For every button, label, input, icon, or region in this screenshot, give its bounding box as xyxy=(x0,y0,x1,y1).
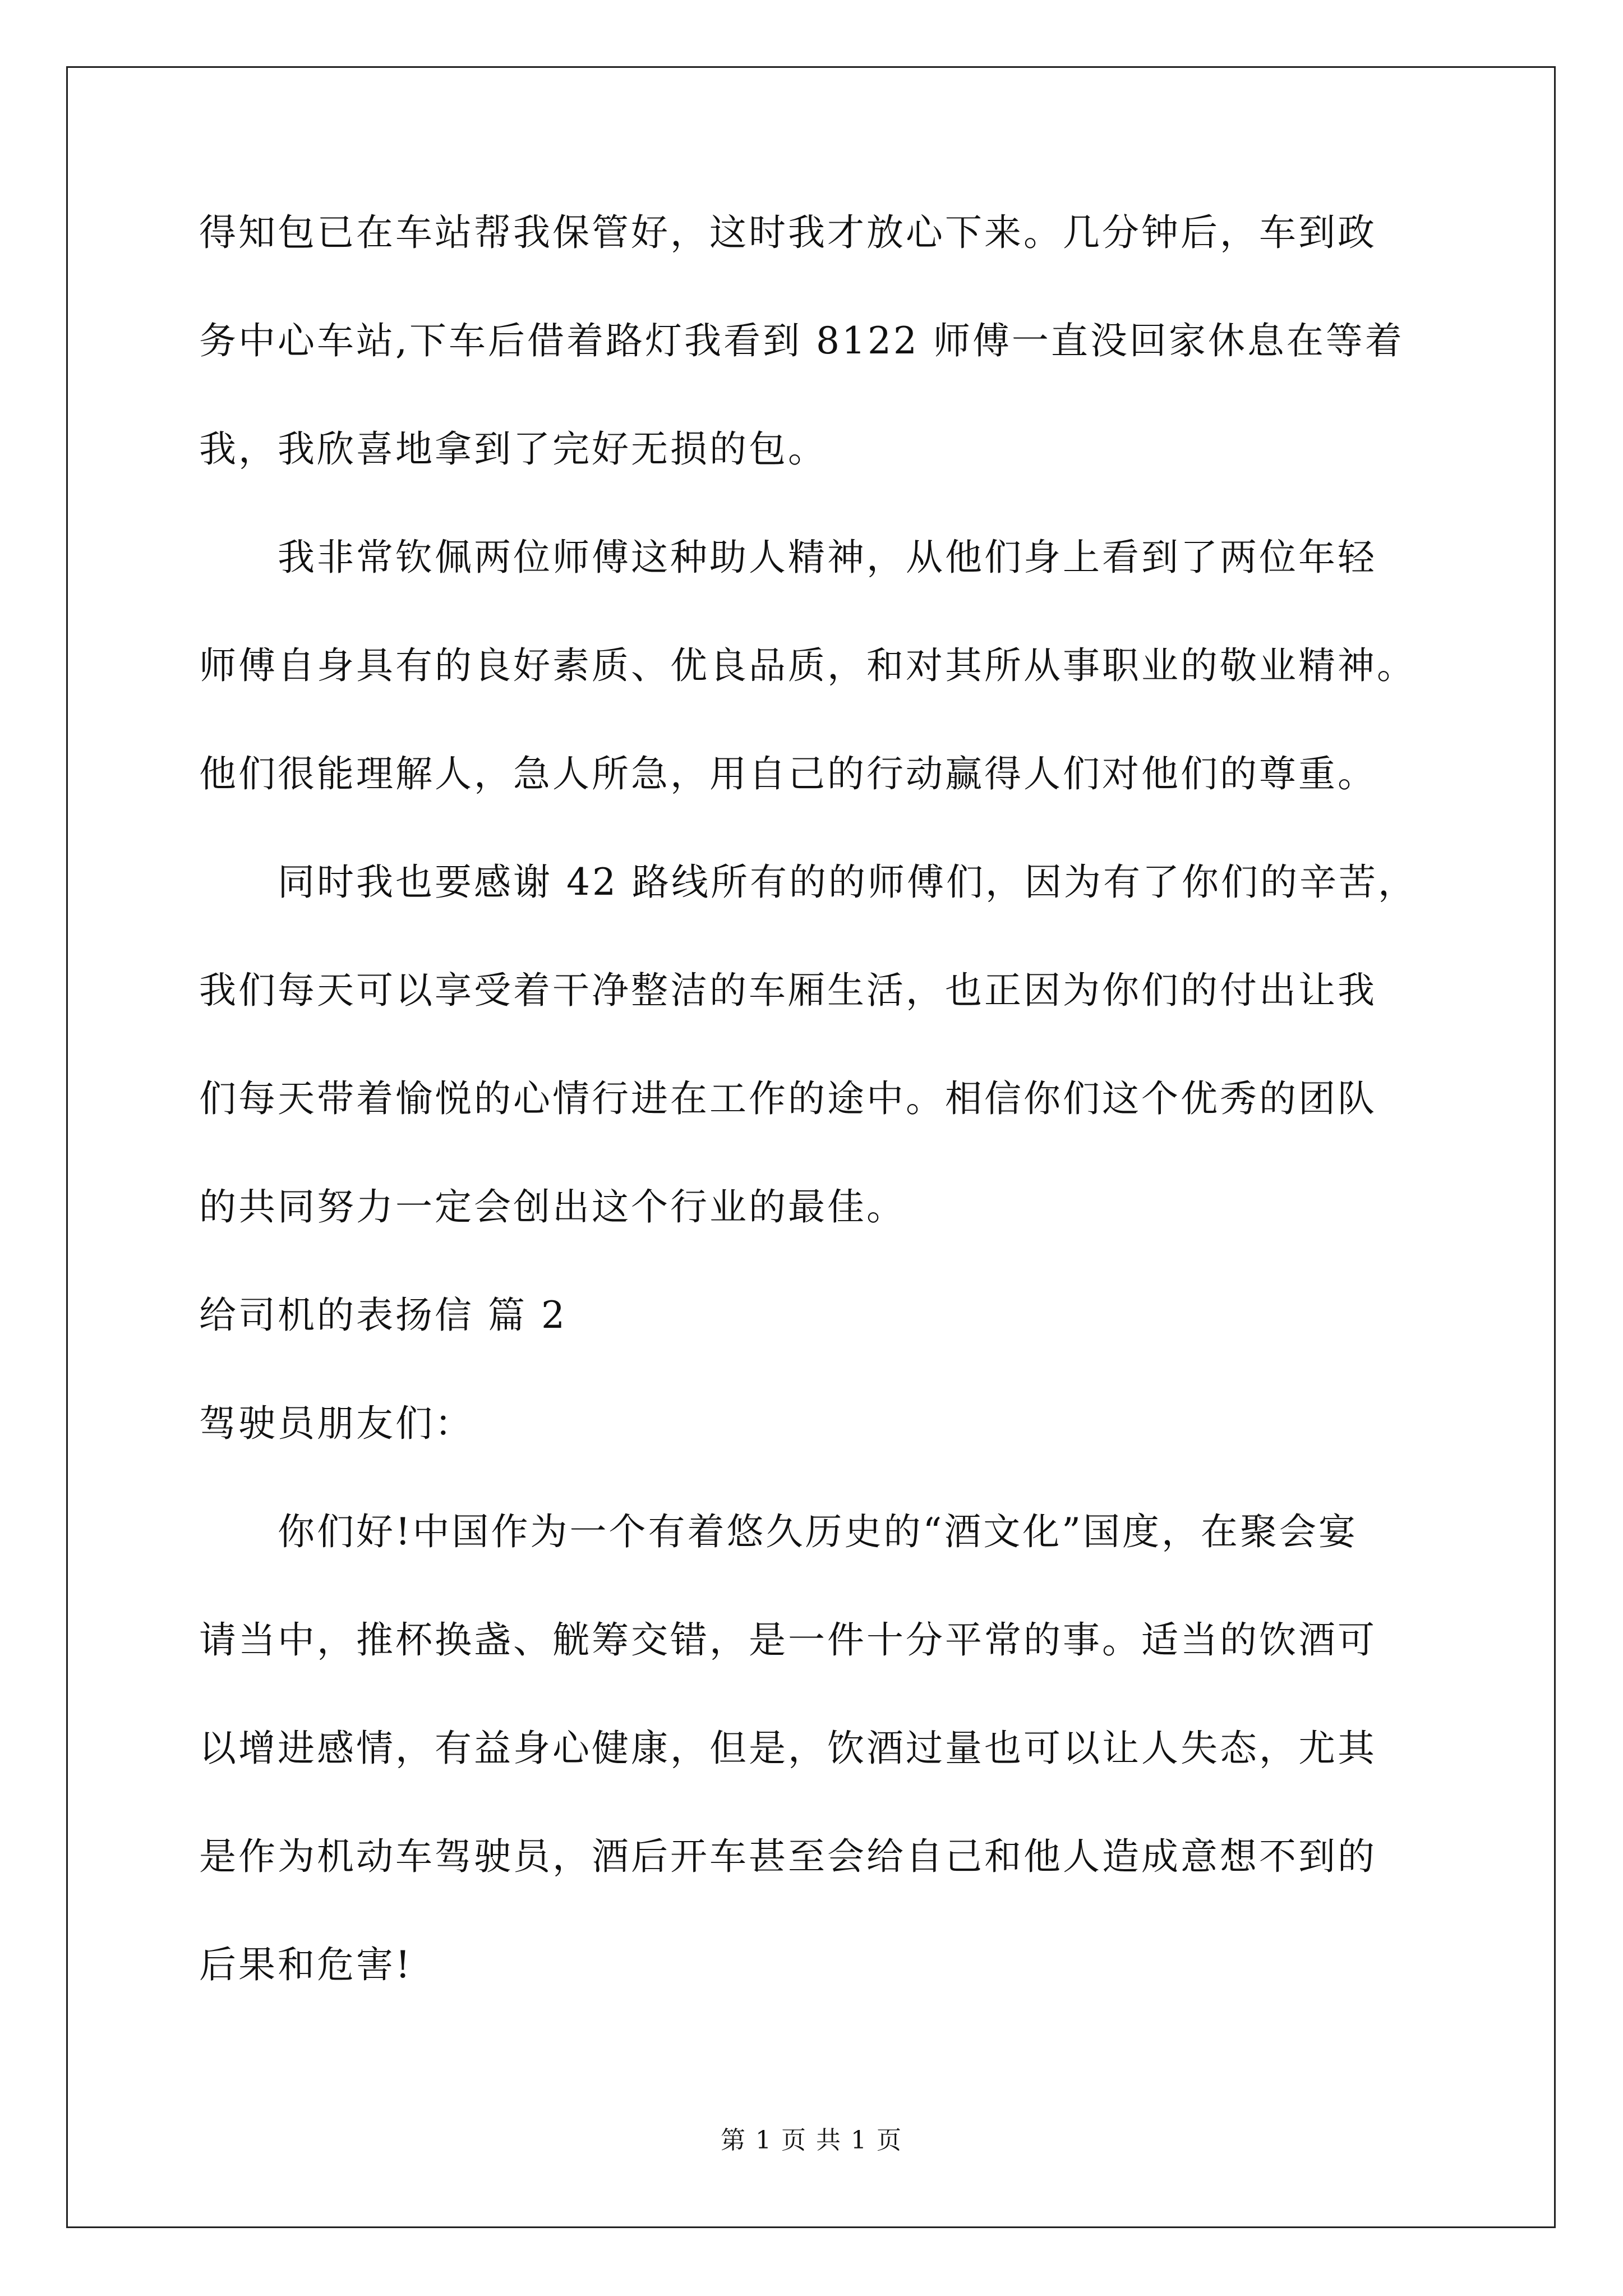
text-line: 请当中，推杯换盏、觥筹交错，是一件十分平常的事。适当的饮酒可 xyxy=(199,1618,1377,1662)
salutation: 驾驶员朋友们： xyxy=(199,1402,474,1445)
text-line: 师傅自身具有的良好素质、优良品质，和对其所从事职业的敬业精神。 xyxy=(199,644,1416,687)
text-line: 是作为机动车驾驶员，酒后开车甚至会给自己和他人造成意想不到的 xyxy=(199,1835,1377,1878)
text-line: 后果和危害! xyxy=(199,1943,413,1986)
text-line: 我，我欣喜地拿到了完好无损的包。 xyxy=(199,427,827,471)
page-number-footer: 第 1 页 共 1 页 xyxy=(721,2126,902,2155)
paragraph-start-line: 同时我也要感谢 42 路线所有的的师傅们，因为有了你们的辛苦， xyxy=(278,861,1417,904)
document-body xyxy=(199,208,1430,1990)
paragraph-start-line: 我非常钦佩两位师傅这种助人精神，从他们身上看到了两位年轻 xyxy=(278,536,1377,579)
text-line: 的共同努力一定会创出这个行业的最佳。 xyxy=(199,1185,906,1228)
text-line: 以增进感情，有益身心健康，但是，饮酒过量也可以让人失态，尤其 xyxy=(199,1727,1377,1770)
text-line: 我们每天可以享受着干净整洁的车厢生活，也正因为你们的付出让我 xyxy=(199,969,1377,1012)
text-line: 务中心车站,下车后借着路灯我看到 8122 师傅一直没回家休息在等着 xyxy=(199,319,1404,362)
text-line: 得知包已在车站帮我保管好，这时我才放心下来。几分钟后，车到政 xyxy=(199,211,1377,254)
text-line: 们每天带着愉悦的心情行进在工作的途中。相信你们这个优秀的团队 xyxy=(199,1077,1377,1120)
paragraph-start-line: 你们好!中国作为一个有着悠久历史的“酒文化”国度，在聚会宴 xyxy=(278,1510,1358,1553)
section-heading: 给司机的表扬信 篇 2 xyxy=(199,1294,567,1337)
text-line: 他们很能理解人，急人所急，用自己的行动赢得人们对他们的尊重。 xyxy=(199,752,1377,795)
